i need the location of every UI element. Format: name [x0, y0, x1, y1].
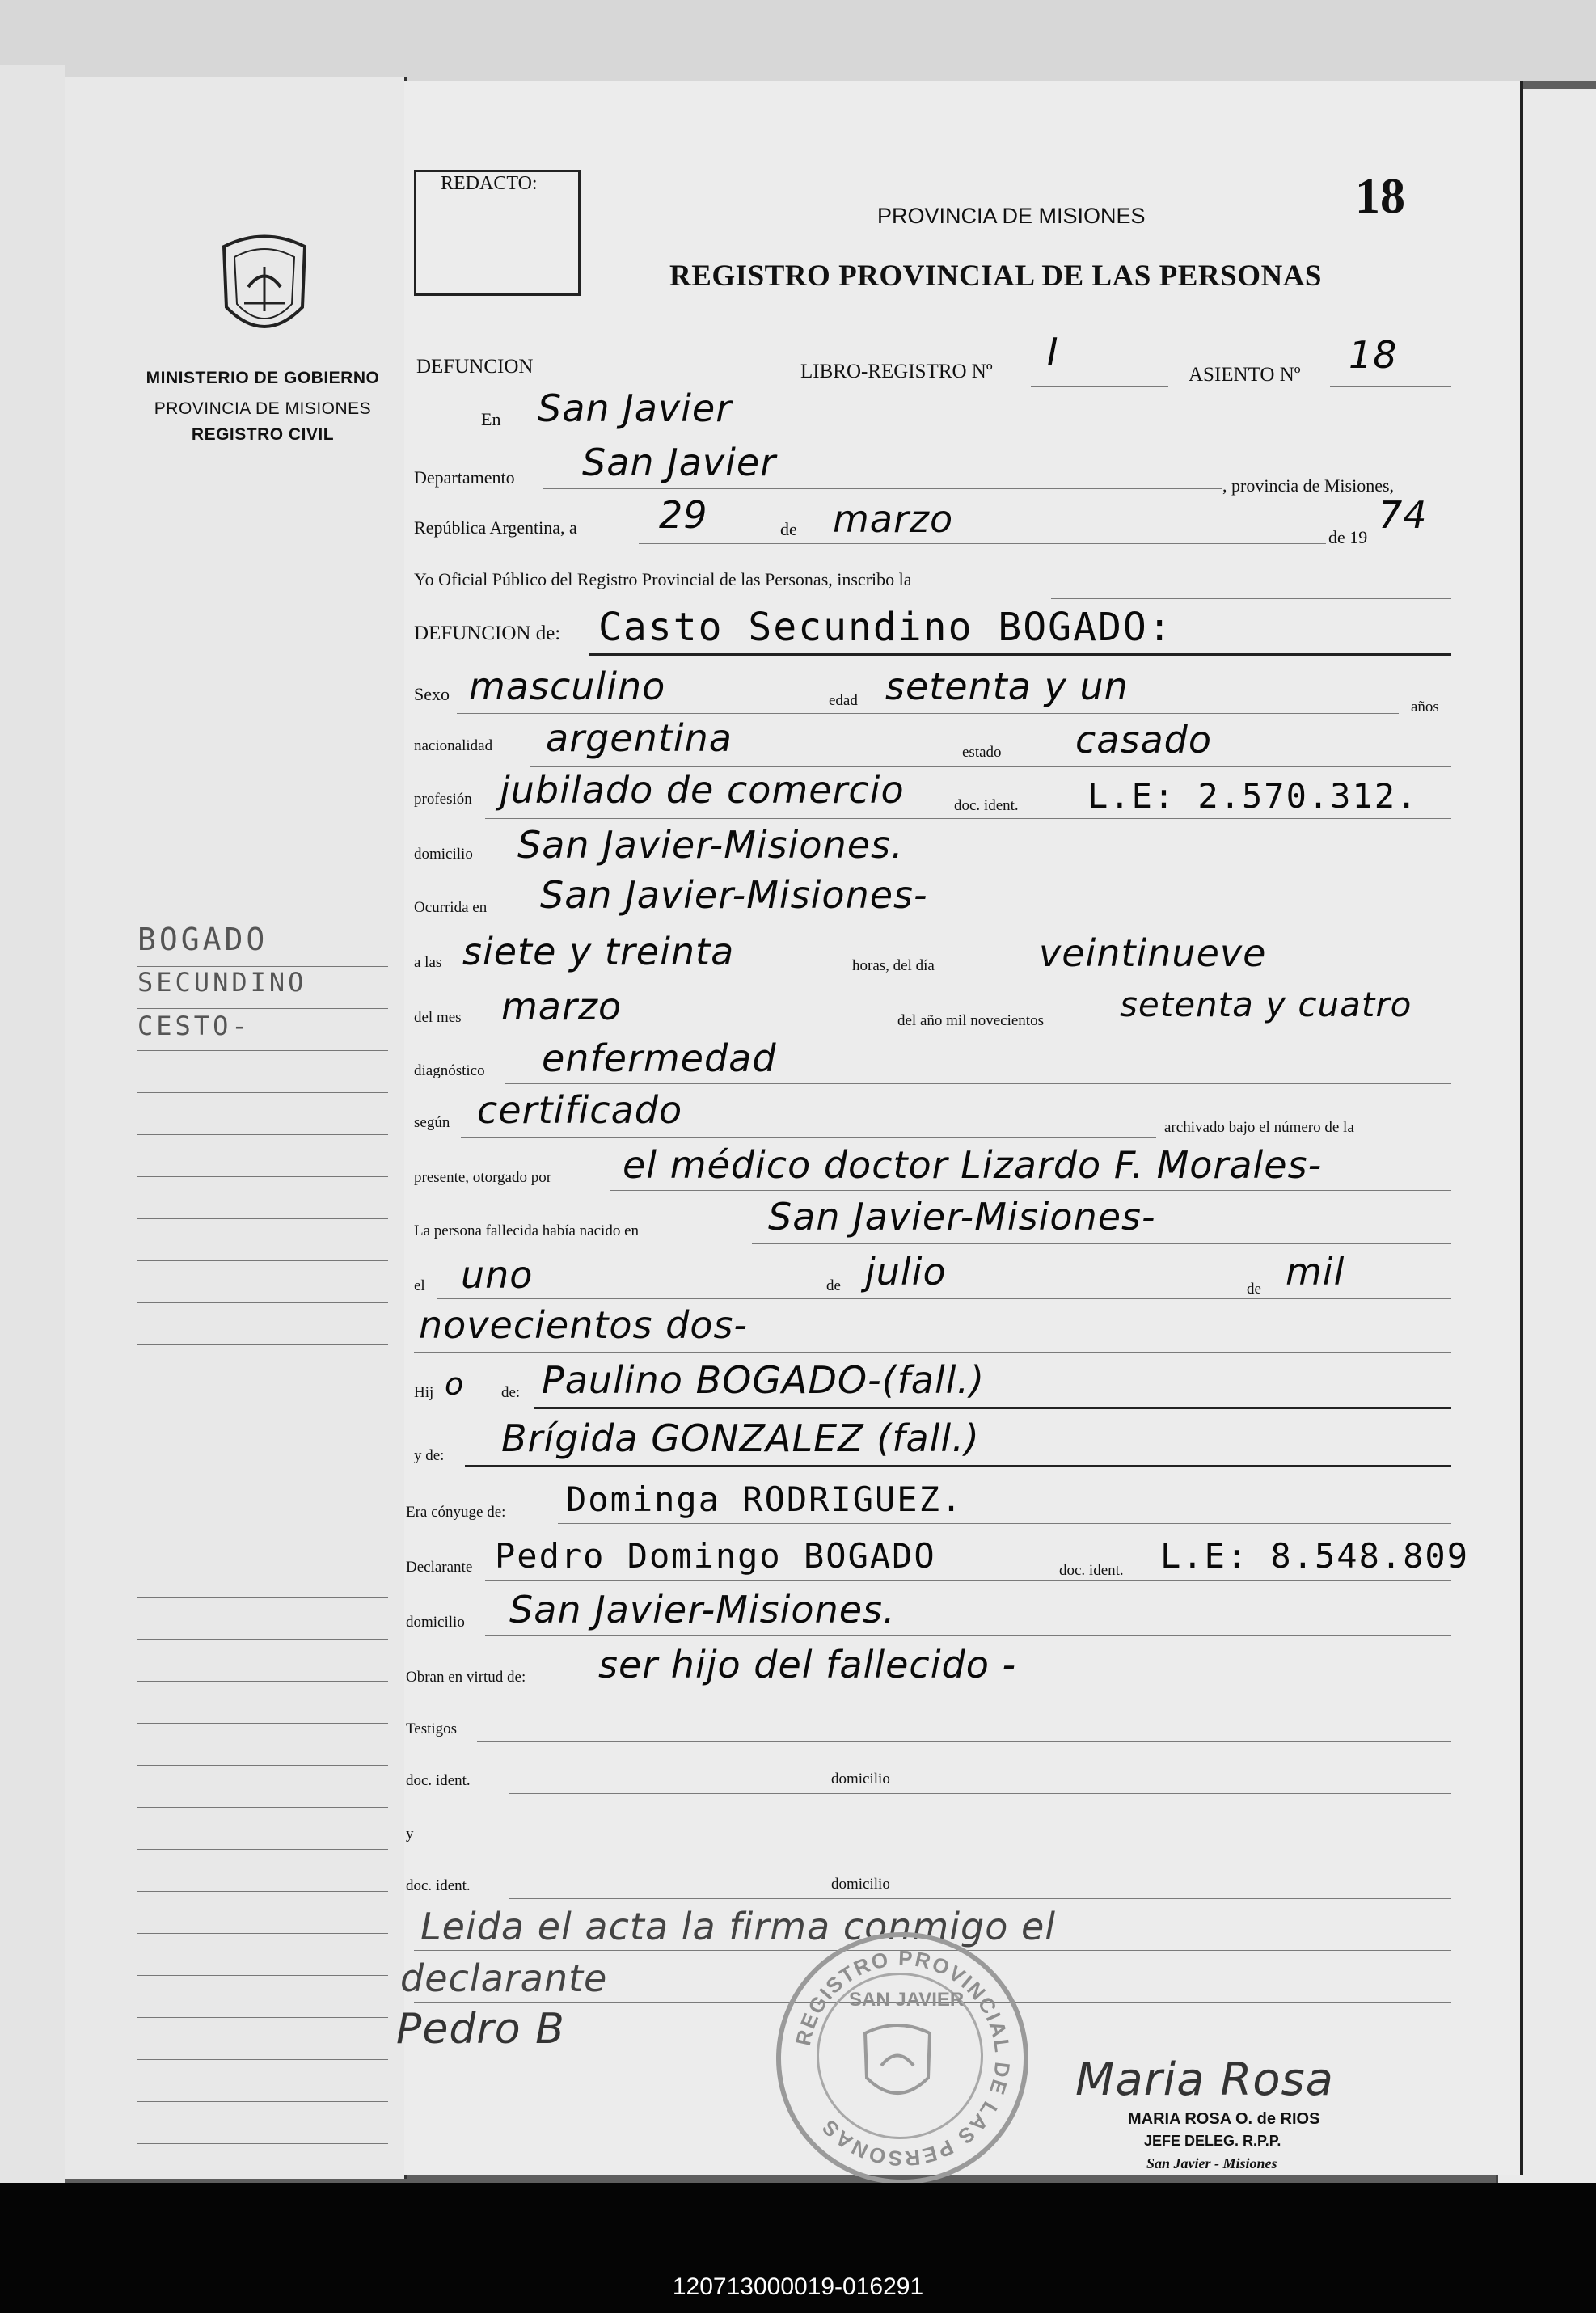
delmes-label: del mes — [414, 1009, 462, 1026]
stub-ruled-line — [137, 1933, 388, 1934]
de-label: de — [780, 519, 797, 539]
ministry-line-2: PROVINCIA DE MISIONES — [154, 399, 372, 418]
nacido-value: San Javier-Misiones- — [768, 1195, 1156, 1239]
redacto-label: REDACTO: — [441, 173, 538, 194]
el-line — [437, 1298, 1451, 1299]
segun-line — [461, 1137, 1156, 1138]
stub-ruled-line — [137, 1302, 388, 1303]
edad-value: setenta y un — [885, 665, 1129, 708]
stub-ruled-line — [137, 1723, 388, 1724]
domicilio2-line — [485, 1635, 1451, 1636]
stub-ruled-line — [137, 2101, 388, 2102]
estado-value: casado — [1075, 718, 1212, 762]
doc-ident-value: L.E: 2.570.312. — [1087, 776, 1419, 816]
defuncion-de-line — [589, 653, 1451, 656]
profesion-label: profesión — [414, 791, 472, 808]
page-number: 18 — [1355, 169, 1405, 224]
hijo-line — [534, 1407, 1451, 1409]
register-title: REGISTRO PROVINCIAL DE LAS PERSONAS — [669, 260, 1323, 293]
image-code: 120713000019-016291 — [672, 2273, 924, 2300]
ministry-line-1: MINISTERIO DE GOBIERNO — [146, 369, 380, 387]
asiento-label: ASIENTO Nº — [1189, 364, 1301, 386]
libro-label: LIBRO-REGISTRO Nº — [800, 361, 993, 382]
diagnostico-line — [505, 1083, 1451, 1084]
sexo-line — [457, 713, 1399, 714]
ocurrida-value: San Javier-Misiones- — [540, 873, 928, 917]
declarante-doc-label: doc. ident. — [1059, 1562, 1124, 1579]
stub-ruled-line — [137, 1765, 388, 1766]
nacionalidad-line — [530, 766, 1451, 767]
stub-ruled-line — [137, 1176, 388, 1177]
stub-ruled-line — [137, 1050, 388, 1051]
hijo-label: Hij — [414, 1384, 434, 1401]
stub-ruled-line — [137, 2143, 388, 2144]
en-value: San Javier — [538, 386, 733, 430]
stub-ruled-line — [137, 1975, 388, 1976]
testigos-line — [477, 1741, 1451, 1742]
stub-ruled-line — [137, 2017, 388, 2018]
stub-ruled-line — [137, 1008, 388, 1009]
hijo-de-label: de: — [501, 1384, 521, 1401]
testigos-label: Testigos — [406, 1720, 458, 1737]
hijo-value: Paulino BOGADO-(fall.) — [542, 1358, 986, 1402]
departamento-value: San Javier — [582, 441, 777, 484]
novecientos-value: novecientos dos- — [419, 1303, 749, 1347]
doc2-line — [509, 1898, 1451, 1899]
oficial-text: Yo Oficial Público del Registro Provincial de las Personas, inscribo la — [414, 569, 912, 589]
official-place: San Javier - Misiones — [1146, 2155, 1277, 2172]
stub-ruled-line — [137, 1807, 388, 1808]
presente-value: el médico doctor Lizardo F. Morales- — [623, 1143, 1323, 1187]
declarant-signature: Pedro B — [396, 2005, 565, 2053]
declarante-label: Declarante — [406, 1559, 473, 1576]
diagnostico-value: enfermedad — [542, 1036, 777, 1080]
doc2-label: doc. ident. — [406, 1877, 471, 1894]
el-value: uno — [461, 1253, 534, 1297]
presente-line — [610, 1190, 1451, 1191]
delano-value: setenta y cuatro — [1120, 985, 1412, 1024]
segun-value: certificado — [477, 1088, 683, 1132]
conyuge-label: Era cónyuge de: — [406, 1504, 506, 1521]
provincia-label: , provincia de Misiones, — [1222, 475, 1395, 496]
libro-value: I — [1047, 330, 1059, 374]
yde-value: Brígida GONZALEZ (fall.) — [501, 1416, 980, 1460]
departamento-line — [543, 488, 1222, 489]
segun-label: según — [414, 1114, 450, 1131]
en-label: En — [481, 409, 501, 429]
leida-text: Leida el acta la firma conmigo el — [420, 1905, 1057, 1948]
background-left — [0, 65, 65, 2183]
de2-value: julio — [865, 1250, 947, 1294]
yde-label: y de: — [414, 1447, 445, 1464]
asiento-line — [1330, 386, 1451, 387]
stub-ruled-line — [137, 1134, 388, 1135]
horas-value: veintinueve — [1039, 931, 1267, 975]
domicilio-value: San Javier-Misiones. — [517, 823, 904, 867]
y-label: y — [406, 1825, 414, 1842]
defuncion-label: DEFUNCION — [416, 356, 534, 378]
dom2-label: domicilio — [831, 1876, 890, 1893]
presente-label: presente, otorgado por — [414, 1169, 552, 1186]
obran-value: ser hijo del fallecido - — [598, 1643, 1017, 1686]
libro-line — [1031, 386, 1168, 387]
nacionalidad-value: argentina — [546, 716, 733, 760]
alas-value: siete y treinta — [462, 930, 735, 973]
estado-label: estado — [962, 744, 1002, 761]
background-top — [0, 0, 1596, 81]
ocurrida-label: Ocurrida en — [414, 899, 488, 916]
stub-ruled-line — [137, 1260, 388, 1261]
stub-name-2: SECUNDINO — [137, 967, 307, 998]
stub-ruled-line — [137, 1218, 388, 1219]
declarante-line — [485, 1580, 1451, 1581]
stub-ruled-line — [137, 2059, 388, 2060]
dom1-label: domicilio — [831, 1771, 890, 1788]
el-label: el — [414, 1277, 425, 1294]
anos-label: años — [1411, 699, 1439, 715]
provincial-seal-icon — [212, 226, 317, 348]
stub-ruled-line — [137, 1639, 388, 1640]
asiento-value: 18 — [1349, 333, 1398, 377]
declarante-doc-value: L.E: 8.548.809 — [1160, 1536, 1470, 1576]
doc1-line — [509, 1793, 1451, 1794]
horas-label: horas, del día — [852, 957, 935, 974]
dia-value: 29 — [659, 493, 708, 537]
defuncion-de-value: Casto Secundino BOGADO: — [598, 605, 1173, 650]
conyuge-value: Dominga RODRIGUEZ. — [566, 1479, 964, 1519]
declarante-value: Pedro Domingo BOGADO — [495, 1536, 936, 1576]
nacido-line — [752, 1243, 1451, 1244]
conyuge-line — [558, 1523, 1451, 1524]
oficial-line — [1051, 598, 1451, 599]
stub-ruled-line — [137, 1597, 388, 1598]
stamp-seal-icon — [857, 2021, 938, 2110]
de2-label: de — [826, 1277, 841, 1294]
delmes-value: marzo — [501, 985, 623, 1028]
stub-ruled-line — [137, 1092, 388, 1093]
delano-label: del año mil novecientos — [897, 1012, 1044, 1029]
sexo-label: Sexo — [414, 684, 450, 704]
hijo-suffix: o — [445, 1366, 465, 1402]
archivado-label: archivado bajo el número de la — [1164, 1119, 1354, 1136]
diagnostico-label: diagnóstico — [414, 1062, 485, 1079]
yde-line — [465, 1465, 1451, 1467]
profesion-line — [485, 818, 1451, 819]
official-role: JEFE DELEG. R.P.P. — [1144, 2133, 1281, 2149]
sexo-value: masculino — [469, 665, 666, 708]
domicilio-label: domicilio — [414, 846, 473, 863]
official-name: MARIA ROSA O. de RIOS — [1128, 2110, 1320, 2128]
stub-page — [65, 77, 407, 2179]
province-heading: PROVINCIA DE MISIONES — [877, 204, 1146, 228]
official-signature: Maria Rosa — [1075, 2053, 1334, 2106]
anio-value: 74 — [1379, 493, 1428, 537]
profesion-value: jubilado de comercio — [500, 768, 905, 812]
nacido-label: La persona fallecida había nacido en — [414, 1222, 639, 1239]
edad-label: edad — [829, 692, 858, 709]
stub-ruled-line — [137, 1891, 388, 1892]
obran-label: Obran en virtud de: — [406, 1669, 526, 1686]
stamp-text: REGISTRO PROVINCIAL DE LAS PERSONAS — [791, 1945, 1015, 2172]
de19-label: de 19 — [1328, 527, 1368, 547]
republica-label: República Argentina, a — [414, 517, 577, 538]
de3-value: mil — [1286, 1250, 1345, 1294]
novecientos-line — [414, 1352, 1451, 1353]
defuncion-de-label: DEFUNCION de: — [414, 623, 561, 644]
fecha-line — [639, 543, 1326, 544]
stub-name-1: BOGADO — [137, 922, 268, 957]
stub-ruled-line — [137, 1849, 388, 1850]
doc1-label: doc. ident. — [406, 1772, 471, 1789]
stub-ruled-line — [137, 1344, 388, 1345]
declarante2-text: declarante — [400, 1956, 608, 2000]
de3-label: de — [1247, 1281, 1261, 1298]
alas-label: a las — [414, 954, 442, 971]
domicilio2-label: domicilio — [406, 1614, 465, 1631]
stub-name-3: CESTO- — [137, 1011, 251, 1041]
stamp-city: SAN JAVIER — [849, 1989, 965, 2011]
departamento-label: Departamento — [414, 467, 515, 488]
stub-ruled-line — [137, 1681, 388, 1682]
mes-value: marzo — [833, 497, 954, 541]
domicilio2-value: San Javier-Misiones. — [509, 1588, 896, 1631]
stub-ruled-line — [137, 966, 388, 967]
doc-ident-label: doc. ident. — [954, 797, 1019, 814]
nacionalidad-label: nacionalidad — [414, 737, 493, 754]
ministry-line-3: REGISTRO CIVIL — [191, 425, 335, 444]
